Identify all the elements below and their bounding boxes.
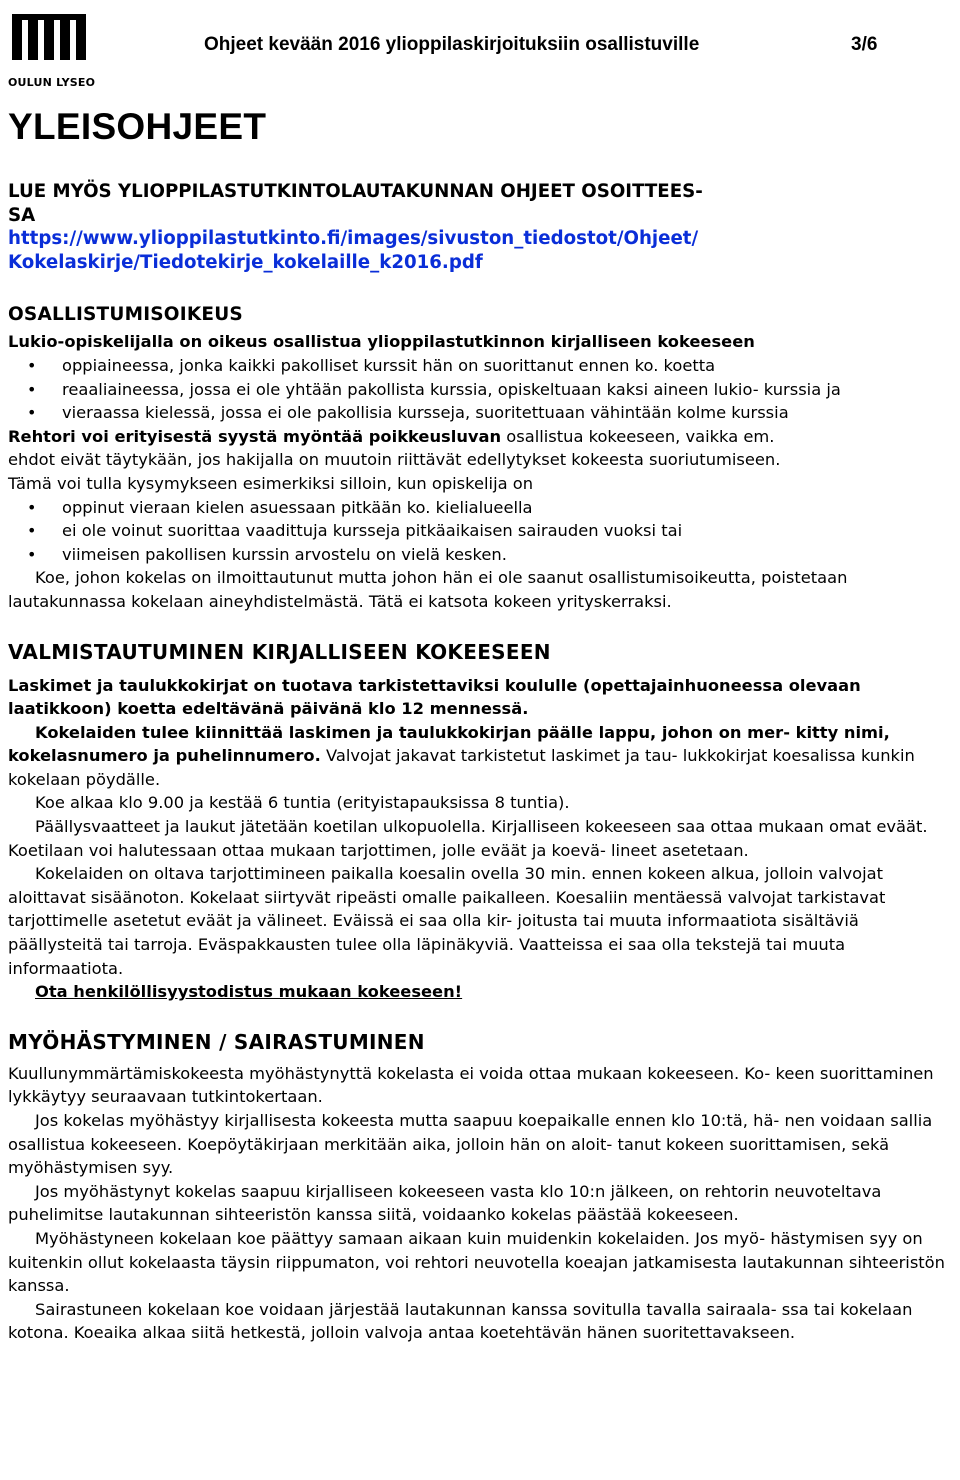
list-item: • oppinut vieraan kielen asuessaan pitkään ko. kielialueella [8,496,952,520]
list-item: • ei ole voinut suorittaa vaadittuja kursseja pitkäaikaisen sairauden vuoksi tai [8,519,952,543]
list-item: • reaaliaineessa, jossa ei ole yhtään pakollista kurssia, opiskeltuaan kaksi aineen lukio- kurssia ja [8,378,952,402]
main-title: YLEISOHJEET [8,106,267,147]
rehtori-rest: osallistua kokeeseen, vaikka em. [501,426,775,446]
tama-paragraph: Tämä voi tulla kysymykseen esimerkiksi silloin, kun opiskelija on [8,473,534,493]
section-heading-osallistumisoikeus: OSALLISTUMISOIKEUS [8,304,243,326]
bullet-list [8,354,952,425]
lue-line-1: LUE MYÖS YLIOPPILASTUTKINTOLAUTAKUNNAN OHJEET OSOITTEES- [8,181,703,202]
laskimet-paragraph: Laskimet ja taulukkokirjat on tuotava tarkistettaviksi koululle (opettajainhuoneessa olevaan laatikkoon) koetta edeltävänä päivänä klo 12 mennessä. [8,675,861,719]
list-item: • viimeisen pakollisen kurssin arvostelu on vielä kesken. [8,543,952,567]
lue-line-2: SA [8,204,36,226]
myohastyminen-p5: Sairastuneen kokelaan koe voidaan järjestää lautakunnan kanssa sovitulla tavalla sairaala- ssa tai kokelaan kotona. Koeaika alkaa siitä hetkestä, jolloin valvoja antaa koetehtävän hänen suoritettavakseen. [8,1299,913,1343]
paallysvaatteet-paragraph: Päällysvaatteet ja laukut jätetään koetilan ulkopuolella. Kirjalliseen kokeeseen saa ottaa mukaan omat eväät. Koetilaan voi halutessaan ottaa mukaan tarjottimen, jolle eväät ja koevä- lineet asetetaan. [8,817,928,860]
rehtori-bold: Rehtori voi erityisestä syystä myöntää poikkeusluvan [8,426,502,446]
instructions-link-1[interactable]: https://www.ylioppilastutkinto.fi/images/sivuston_tiedostot/Ohjeet/ [8,228,699,250]
instructions-link-2[interactable]: Kokelaskirje/Tiedotekirje_kokelaille_k2016.pdf [8,251,483,273]
school-logo [8,14,94,88]
list-item: • oppiaineessa, jonka kaikki pakolliset kurssit hän on suorittanut ennen ko. koetta [8,354,952,378]
koe-paragraph: Koe, johon kokelas on ilmoittautunut mutta johon hän ei ole saanut osallistumisoikeutta, poistetaan lautakunnassa kokelaan aineyhdistelmästä. Tätä ei katsota kokeen yrityskerraksi. [8,568,848,611]
section-heading-valmistautuminen: VALMISTAUTUMINEN KIRJALLISEEN KOKEESEEN [8,639,551,664]
myohastyminen-p4: Myöhästyneen kokelaan koe päättyy samaan aikaan kuin muidenkin kokelaiden. Jos myö- hästymisen syy on kuitenkin ollut kokelaasta täysin riippumaton, voi rehtori neuvotella koeajan jatkamisesta lautakunnan sihteeristön kanssa. [8,1228,945,1296]
ehdot-paragraph: ehdot eivät täytykään, jos hakijalla on muutoin riittävät edellytykset kokeesta suoriutumiseen. [8,450,781,470]
myohastyminen-p1: Kuullunymmärtämiskokeesta myöhästynyttä kokelasta ei voida ottaa mukaan kokeeseen. Ko- keen suorittaminen lykkäytyy seuraavaan tutkintokertaan. [8,1063,934,1107]
document-body [8,180,952,1345]
kiinnittaa-bold: Kokelaiden tulee kiinnittää laskimen ja taulukkokirjan päälle lappu, johon on mer- kitty nimi, kokelasnumero ja puhelinnumero. [8,722,890,766]
section-heading-myohastyminen: MYÖHÄSTYMINEN / SAIRASTUMINEN [8,1029,425,1054]
page-number: 3/6 [851,34,878,55]
myohastyminen-p3: Jos myöhästynyt kokelas saapuu kirjalliseen kokeeseen vasta klo 10:n jälkeen, on rehtorin neuvoteltava puhelimitse lautakunnan sihteeristön kanssa siitä, voidaanko kokelas päästää kokeeseen. [8,1181,882,1225]
page-header [8,0,952,90]
logo-text: OULUN LYSEO [8,76,96,89]
koe-alkaa-paragraph: Koe alkaa klo 9.00 ja kestää 6 tuntia (erityistapauksissa 8 tuntia). [35,793,570,813]
kiinnittaa-rest: Valvojat jakavat tarkistetut laskimet ja tau- lukkokirjat koesalissa kunkin kokelaan pöydälle. [8,746,915,789]
column-building-icon [8,14,94,62]
kokelaiden-paragraph: Kokelaiden on oltava tarjottimineen paikalla koesalin ovella 30 min. ennen kokeen alkua, jolloin valvojat aloittavat sisäänoton. Kokelaat siirtyvät ripeästi omalle paikalleen. Koesaliin mentäessä valvojat tarkistavat tarjottimelle asetetut eväät ja välineet. Eväissä ei saa olla kir- joitusta tai muuta informaatiota sisältäviä päällysteitä tai tarroja. Eväspakkausten tulee olla läpinäkyviä. Vaatteissa ei saa olla tekstejä tai muuta informaatiota. [8,864,886,978]
ota-henkilollisyystodistus: Ota henkilöllisyystodistus mukaan kokeeseen! [35,982,463,1002]
header-title: Ohjeet kevään 2016 ylioppilaskirjoituksiin osallistuville [204,34,700,55]
bullet-list-2 [8,496,952,567]
ota-paragraph [8,980,952,1004]
myohastyminen-p2: Jos kokelas myöhästyy kirjallisesta kokeesta mutta saapuu koepaikalle ennen klo 10:tä, hä- nen voidaan sallia osallistua kokeeseen. Koepöytäkirjaan merkitään aika, jolloin hän on aloit- tanut kokeen suorittamisen, sekä myöhästymisen syy. [8,1111,933,1178]
rehtori-paragraph [8,425,952,449]
list-item: • vieraassa kielessä, jossa ei ole pakollisia kursseja, suoritettuaan vähintään kolme kurssia [8,401,952,425]
kiinnittaa-paragraph [8,721,952,792]
osallistumisoikeus-intro: Lukio-opiskelijalla on oikeus osallistua ylioppilastutkinnon kirjalliseen kokeeseen [8,332,755,352]
